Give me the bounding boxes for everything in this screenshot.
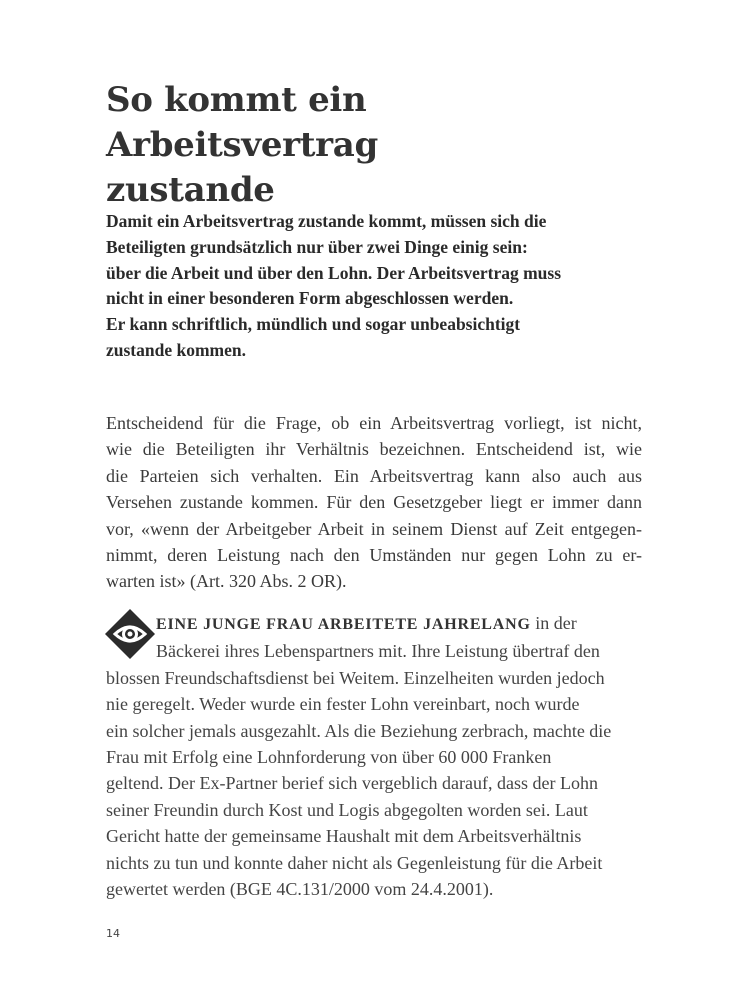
- body-line: die Parteien sich verhalten. Ein Arbeitsvertrag kann also auch aus: [106, 465, 642, 486]
- case-line: Gericht hatte der gemeinsame Haushalt mit dem Arbeitsverhältnis: [106, 826, 582, 847]
- case-line: geltend. Der Ex-Partner berief sich vergeblich darauf, dass der Lohn: [106, 773, 598, 794]
- lead-line: nicht in einer besonderen Form abgeschlossen werden.: [106, 288, 514, 309]
- lead-line: Damit ein Arbeitsvertrag zustande kommt, müssen sich die: [106, 211, 547, 231]
- case-example: [106, 610, 642, 902]
- case-lead-in: EINE JUNGE FRAU ARBEITETE JAHRELANG: [156, 616, 531, 633]
- case-line: blossen Freundschaftsdienst bei Weitem. Einzelheiten wurden jedoch: [106, 667, 605, 688]
- lead-line: Beteiligten grundsätzlich nur über zwei Dinge einig sein:: [106, 236, 528, 257]
- page-title: [106, 78, 646, 213]
- lead-line: zustande kommen.: [106, 339, 247, 360]
- case-line: seiner Freundin durch Kost und Logis abgegolten worden sei. Laut: [106, 799, 588, 820]
- body-line: nimmt, deren Leistung nach den Umständen nur gegen Lohn zu er-: [106, 545, 642, 566]
- case-first-line-rest: in der: [530, 613, 577, 633]
- case-line: ein solcher jemals ausgezahlt. Als die Beziehung zerbrach, machte die: [106, 720, 612, 741]
- title-line: zustande: [106, 170, 275, 210]
- case-line: Bäckerei ihres Lebenspartners mit. Ihre Leistung übertraf den: [156, 641, 600, 662]
- case-line: nichts zu tun und konnte daher nicht als Gegenleistung für die Arbeit: [106, 852, 603, 873]
- page-number: 14: [106, 927, 120, 940]
- lead-paragraph: [106, 209, 646, 364]
- body-line: Entscheidend für die Frage, ob ein Arbeitsvertrag vorliegt, ist nicht,: [106, 413, 642, 433]
- title-line: So kommt ein Arbeitsvertrag: [106, 80, 378, 165]
- body-line: wie die Beteiligten ihr Verhältnis bezeichnen. Entscheidend ist, wie: [106, 439, 642, 460]
- body-line: Versehen zustande kommen. Für den Gesetzgeber liegt er immer dann: [106, 492, 642, 513]
- lead-line: Er kann schriftlich, mündlich und sogar unbeabsichtigt: [106, 314, 521, 335]
- case-line: Frau mit Erfolg eine Lohnforderung von über 60 000 Franken: [106, 747, 552, 768]
- body-paragraph: [106, 410, 642, 595]
- body-line: warten ist» (Art. 320 Abs. 2 OR).: [106, 571, 347, 592]
- case-first-line: [106, 610, 642, 638]
- case-line: nie geregelt. Weder wurde ein fester Lohn vereinbart, noch wurde: [106, 694, 580, 715]
- lead-line: über die Arbeit und über den Lohn. Der Arbeitsvertrag muss: [106, 262, 562, 283]
- case-line: gewertet werden (BGE 4C.131/2000 vom 24.4.2001).: [106, 879, 494, 900]
- body-line: vor, «wenn der Arbeitgeber Arbeit in seinem Dienst auf Zeit entgegen-: [106, 518, 642, 539]
